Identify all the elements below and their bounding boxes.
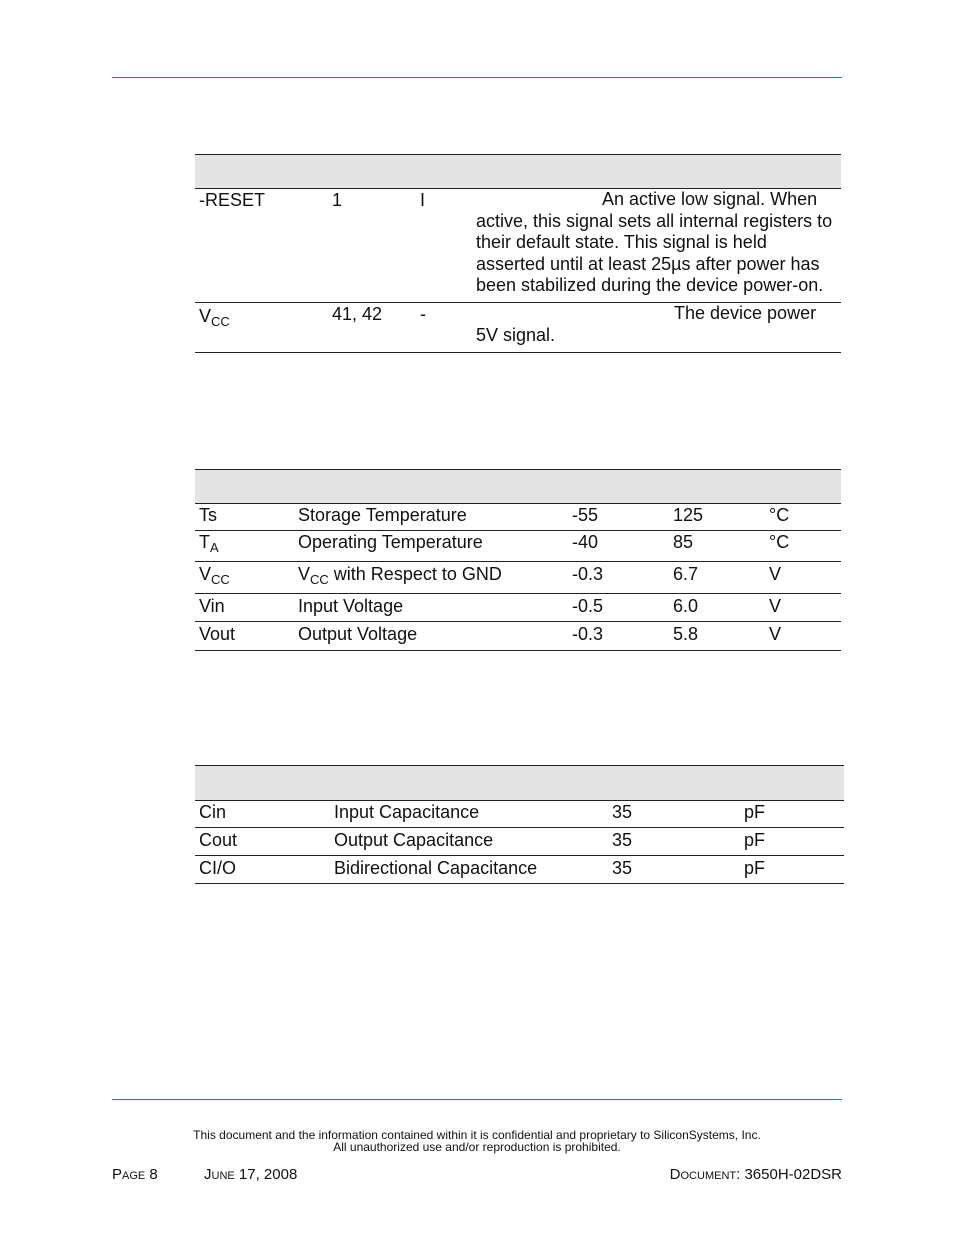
confidentiality-notice: This document and the information contained within it is confidential and proprietary to SiliconSystems, Inc. <box>193 1128 761 1142</box>
table-row <box>195 562 841 594</box>
table-row <box>195 188 841 303</box>
capacitance-symbol: Cout <box>199 830 238 850</box>
table-row <box>195 531 841 562</box>
parameter-main: Operating Temperature <box>298 532 483 552</box>
symbol-main: Ts <box>199 505 217 525</box>
capacitance-parameter: Bidirectional Capacitance <box>334 858 538 878</box>
capacitance-unit: pF <box>744 858 766 878</box>
table-row <box>195 800 844 828</box>
symbol-main: Vout <box>199 624 236 644</box>
table-row <box>195 503 841 531</box>
capacitance-table <box>195 765 844 886</box>
rating-min: -0.3 <box>572 564 604 584</box>
pin-description-text: An active low signal. When active, this signal sets all internal registers to their default state. This signal is held asserted until at least 25µs after power has been stabilized during the device power-on. <box>476 189 833 295</box>
rating-unit: V <box>769 564 782 584</box>
capacitance-value: 35 <box>612 802 633 822</box>
parameter-main: Input Voltage <box>298 596 404 616</box>
symbol-main: T <box>199 532 210 552</box>
rating-parameter <box>298 563 502 585</box>
capacitance-value: 35 <box>612 858 633 878</box>
rating-max: 6.7 <box>673 564 699 584</box>
parameter-subscript: CC <box>310 572 329 587</box>
table-row <box>195 856 844 884</box>
rating-unit: V <box>769 596 782 616</box>
capacitance-symbol: Cin <box>199 802 227 822</box>
symbol-subscript: A <box>210 540 219 555</box>
rating-parameter <box>298 531 483 553</box>
document-date: June 17, 2008 <box>204 1166 298 1183</box>
rating-symbol <box>199 595 225 617</box>
absolute-max-ratings-table <box>195 469 841 652</box>
rating-symbol <box>199 531 219 553</box>
symbol-main: V <box>199 564 212 584</box>
parameter-main: Output Voltage <box>298 624 418 644</box>
rating-max: 5.8 <box>673 624 699 644</box>
capacitance-unit: pF <box>744 802 766 822</box>
rating-max: 85 <box>673 532 694 552</box>
pin-number: 41, 42 <box>332 304 383 324</box>
table-row <box>195 622 841 651</box>
pin-description-table <box>195 154 841 354</box>
rating-symbol <box>199 504 217 526</box>
parameter-rest: with Respect to GND <box>328 564 502 584</box>
rating-min: -55 <box>572 505 599 525</box>
pin-type: I <box>420 190 426 210</box>
capacitance-symbol: CI/O <box>199 858 237 878</box>
pin-name-subscript: CC <box>211 314 230 329</box>
parameter-main: V <box>298 564 311 584</box>
header-rule <box>112 77 842 78</box>
rating-parameter <box>298 595 403 617</box>
rating-max: 6.0 <box>673 596 699 616</box>
rating-parameter <box>298 504 467 526</box>
rating-min: -0.5 <box>572 596 604 616</box>
rating-max: 125 <box>673 505 704 525</box>
rating-symbol <box>199 563 230 585</box>
table-row <box>195 828 844 856</box>
table-row <box>195 594 841 622</box>
rating-unit: °C <box>769 505 790 525</box>
unauthorized-use-notice: All unauthorized use and/or reproduction is prohibited. <box>333 1140 621 1154</box>
capacitance-parameter: Input Capacitance <box>334 802 480 822</box>
pin-description <box>476 303 838 346</box>
table-row <box>195 303 841 353</box>
rating-min: -40 <box>572 532 599 552</box>
pin-number: 1 <box>332 190 343 210</box>
capacitance-value: 35 <box>612 830 633 850</box>
table-header <box>195 469 841 504</box>
document-number: Document: 3650H-02DSR <box>669 1166 842 1183</box>
capacitance-unit: pF <box>744 830 766 850</box>
pin-type: - <box>420 304 426 324</box>
pin-name <box>199 305 230 327</box>
parameter-main: Storage Temperature <box>298 505 467 525</box>
pin-description <box>476 189 838 297</box>
pin-name-main: V <box>199 306 212 326</box>
symbol-main: Vin <box>199 596 225 616</box>
pin-description-text: The device power 5V signal. <box>476 303 817 345</box>
rating-unit: V <box>769 624 782 644</box>
symbol-subscript: CC <box>211 572 230 587</box>
footer-rule <box>112 1099 842 1100</box>
table-header <box>195 154 841 189</box>
page-number: Page 8 <box>112 1166 158 1183</box>
pin-name: -RESET <box>199 190 266 210</box>
rating-symbol <box>199 623 235 645</box>
rating-unit: °C <box>769 532 790 552</box>
rating-min: -0.3 <box>572 624 604 644</box>
table-header <box>195 765 844 801</box>
capacitance-parameter: Output Capacitance <box>334 830 494 850</box>
rating-parameter <box>298 623 417 645</box>
